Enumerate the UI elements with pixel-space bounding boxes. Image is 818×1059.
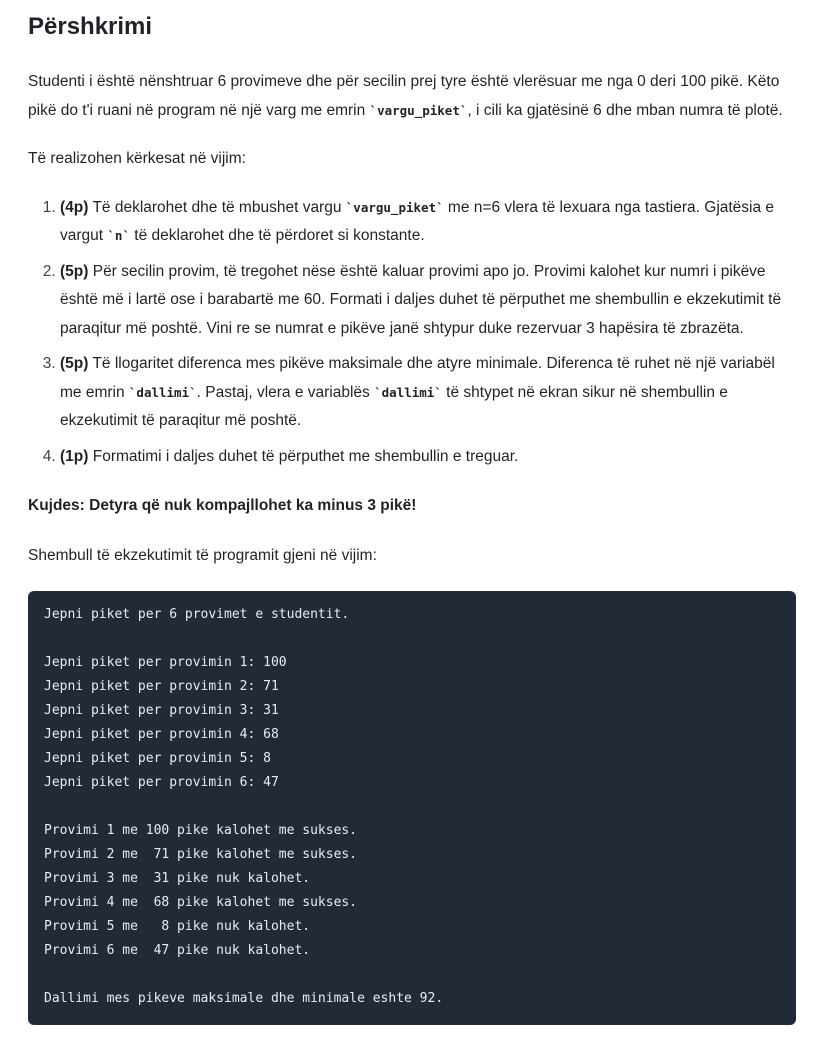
requirement-points: (5p)	[60, 355, 89, 372]
requirement-item	[60, 350, 796, 436]
terminal-line	[44, 795, 780, 819]
requirement-text: Të llogaritet diferenca mes pikëve maksimale dhe atyre minimale. Diferenca të ruhet në një variabël me emrin	[60, 355, 775, 401]
requirement-item	[60, 258, 796, 344]
inline-code: `vargu_piket`	[345, 199, 444, 215]
terminal-line: Jepni piket per provimin 6: 47	[44, 775, 279, 790]
inline-code: `dallimi`	[374, 384, 442, 400]
terminal-line: Jepni piket per provimin 5: 8	[44, 751, 271, 766]
requirements-lead: Të realizohen kërkesat në vijim:	[28, 150, 246, 167]
intro-paragraph	[28, 68, 796, 125]
inline-code: `n`	[107, 228, 130, 243]
terminal-line: Jepni piket per provimin 4: 68	[44, 727, 279, 742]
terminal-line	[44, 627, 780, 651]
terminal-line: Jepni piket per provimin 2: 71	[44, 679, 279, 694]
example-lead: Shembull të ekzekutimit të programit gjeni në vijim:	[28, 546, 377, 564]
terminal-output	[28, 591, 796, 1025]
terminal-line: Provimi 5 me 8 pike nuk kalohet.	[44, 919, 311, 934]
inline-code-vargu-piket: `vargu_piket`	[369, 102, 468, 118]
requirement-text: Për secilin provim, të tregohet nëse është kaluar provimi apo jo. Provimi kalohet kur numri i pikëve është më i lartë ose i barabartë me 60. Formati i daljes duhet të përputhet me shembullin e ekzekutimit të paraqitur më poshtë. Vini re se numrat e pikëve janë shtypur duke rezervuar 3 hapësira të zbrazëta.	[60, 262, 782, 337]
warning-text: Kujdes: Detyra që nuk kompajllohet ka minus 3 pikë!	[28, 497, 417, 514]
terminal-line: Jepni piket per 6 provimet e studentit.	[44, 607, 350, 622]
terminal-line: Provimi 2 me 71 pike kalohet me sukses.	[44, 847, 358, 862]
intro-text-1: Studenti i është nënshtruar 6 provimeve dhe për secilin prej tyre është vlerësuar me nga 0 deri 100 pikë. Këto pikë do t'i ruani në program në një varg me emrin	[28, 73, 780, 119]
requirement-text: me n=6 vlera të lexuara nga tastiera. Gjatësia e vargut	[60, 198, 775, 244]
terminal-line: Jepni piket per provimin 1: 100	[44, 655, 287, 670]
terminal-line: Provimi 4 me 68 pike kalohet me sukses.	[44, 895, 358, 910]
requirements-list	[28, 194, 796, 472]
terminal-line: Provimi 6 me 47 pike nuk kalohet.	[44, 943, 311, 958]
requirement-text: Të deklarohet dhe të mbushet vargu	[88, 198, 346, 216]
intro-text-2: , i cili ka gjatësinë 6 dhe mban numra të plotë.	[467, 101, 783, 119]
requirement-item	[60, 194, 796, 251]
terminal-line: Provimi 3 me 31 pike nuk kalohet.	[44, 871, 311, 886]
requirement-points: (4p)	[60, 198, 89, 216]
requirement-points: (1p)	[60, 447, 89, 465]
requirement-text: të deklarohet dhe të përdoret si konstante.	[129, 227, 425, 244]
requirement-text: . Pastaj, vlera e variablës	[196, 383, 375, 401]
terminal-line: Dallimi mes pikeve maksimale dhe minimale eshte 92.	[44, 991, 444, 1006]
terminal-line: Jepni piket per provimin 3: 31	[44, 703, 279, 718]
requirement-item	[60, 443, 796, 472]
terminal-line: Provimi 1 me 100 pike kalohet me sukses.	[44, 823, 358, 838]
requirement-points: (5p)	[60, 262, 89, 280]
requirement-text: të shtypet në ekran sikur në shembullin e ekzekutimit të paraqitur më poshtë.	[60, 383, 728, 429]
page-title: Përshkrimi	[28, 13, 153, 40]
inline-code: `dallimi`	[128, 384, 197, 400]
terminal-line	[44, 963, 780, 987]
requirement-text: Formatimi i daljes duhet të përputhet me shembullin e treguar.	[88, 447, 519, 465]
